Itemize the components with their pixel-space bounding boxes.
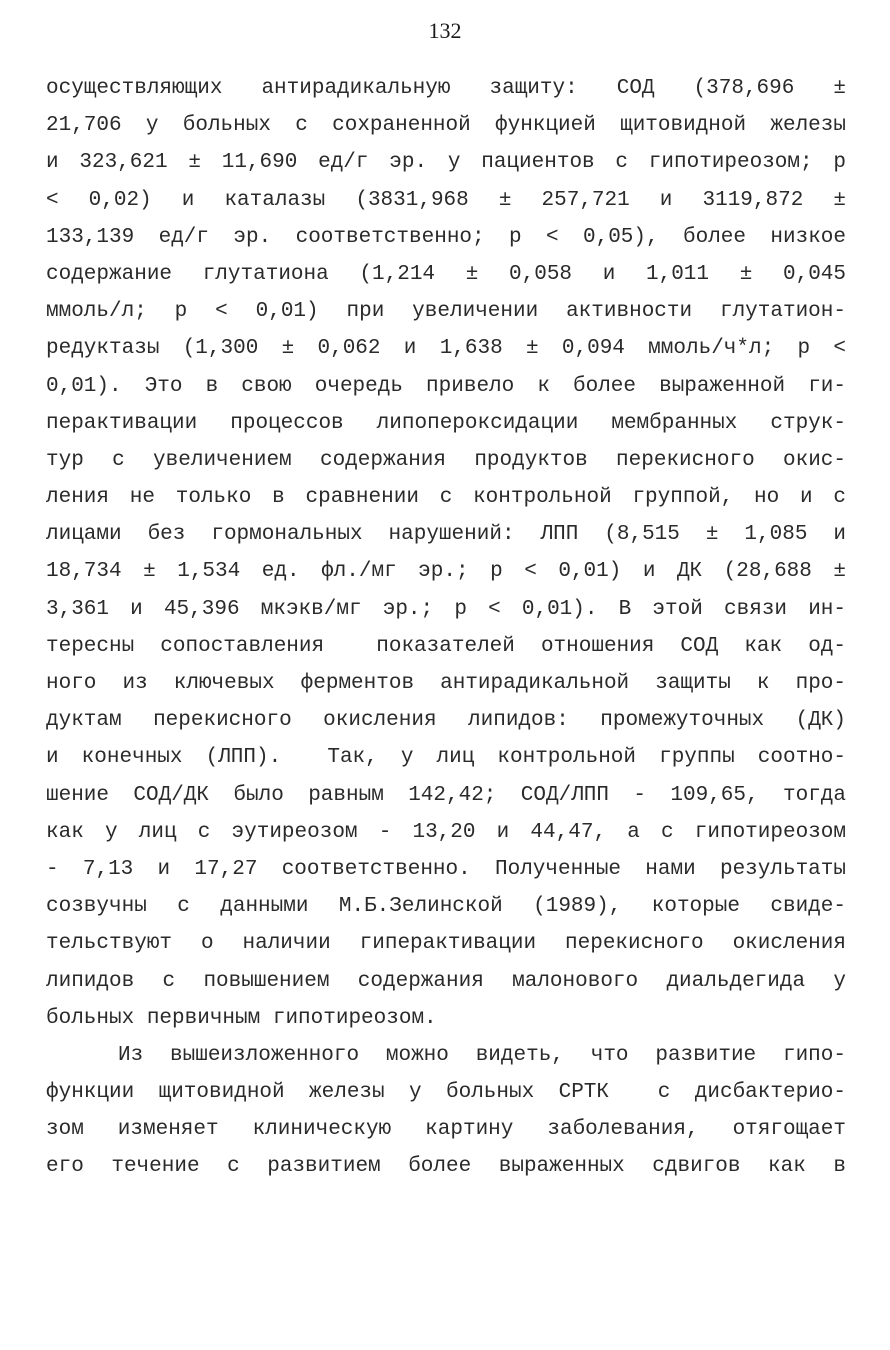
text-line: 0,01). Это в свою очередь привело к более выраженной ги- [46, 374, 846, 398]
text-line: тур с увеличением содержания продуктов перекисного окис- [46, 448, 846, 472]
text-line: зом изменяет клиническую картину заболевания, отягощает [46, 1118, 846, 1142]
text-line: и 323,621 ± 11,690 ед/г эр. у пациентов с гипотиреозом; р [46, 151, 846, 175]
text-line: - 7,13 и 17,27 соответственно. Полученные нами результаты [46, 857, 846, 881]
text-line: его течение с развитием более выраженных сдвигов как в [46, 1155, 846, 1179]
text-line: < 0,02) и каталазы (3831,968 ± 257,721 и 3119,872 ± [46, 188, 846, 212]
text-line: тересны сопоставления показателей отношения СОД как од- [46, 634, 846, 658]
text-line: ления не только в сравнении с контрольной группой, но и с [46, 486, 846, 510]
text-line: функции щитовидной железы у больных СРТК с дисбактерио- [46, 1081, 846, 1105]
page-number: 132 [428, 18, 462, 43]
text-line: содержание глутатиона (1,214 ± 0,058 и 1,011 ± 0,045 [46, 262, 846, 286]
text-line: осуществляющих антирадикальную защиту: СОД (378,696 ± [46, 77, 846, 100]
text-line: редуктазы (1,300 ± 0,062 и 1,638 ± 0,094 ммоль/ч*л; р < [46, 337, 846, 361]
paragraph [46, 1037, 846, 1186]
text-line: перактивации процессов липопероксидации мембранных струк- [46, 411, 846, 435]
text-line: как у лиц с эутиреозом - 13,20 и 44,47, а с гипотиреозом [46, 820, 846, 844]
text-line: 3,361 и 45,396 мкэкв/мг эр.; р < 0,01). В этой связи ин- [46, 597, 846, 621]
text-line: липидов с повышением содержания малонового диальдегида у [46, 969, 846, 993]
text-line: 133,139 ед/г эр. соответственно; р < 0,05), более низкое [46, 225, 846, 249]
text-line: шение СОД/ДК было равным 142,42; СОД/ЛПП - 109,65, тогда [46, 783, 846, 807]
text-line: 18,734 ± 1,534 ед. фл./мг эр.; р < 0,01) и ДК (28,688 ± [46, 560, 846, 584]
text-line: Из вышеизложенного можно видеть, что развитие гипо- [118, 1043, 846, 1067]
paragraph [46, 70, 846, 1037]
body-text [46, 70, 846, 1186]
text-line: тельствуют о наличии гиперактивации перекисного окисления [46, 932, 846, 956]
text-line: дуктам перекисного окисления липидов: промежуточных (ДК) [46, 709, 846, 733]
text-line: и конечных (ЛПП). Так, у лиц контрольной группы соотно- [46, 746, 846, 770]
text-line: ного из ключевых ферментов антирадикальной защиты к про- [46, 672, 846, 695]
text-line: 21,706 у больных с сохраненной функцией щитовидной железы [46, 114, 846, 138]
text-line: ммоль/л; р < 0,01) при увеличении активности глутатион- [46, 300, 846, 324]
text-line: лицами без гормональных нарушений: ЛПП (8,515 ± 1,085 и [46, 523, 846, 547]
text-line: созвучны с данными М.Б.Зелинской (1989), которые свиде- [46, 895, 846, 919]
text-line: больных первичным гипотиреозом. [46, 1006, 437, 1030]
